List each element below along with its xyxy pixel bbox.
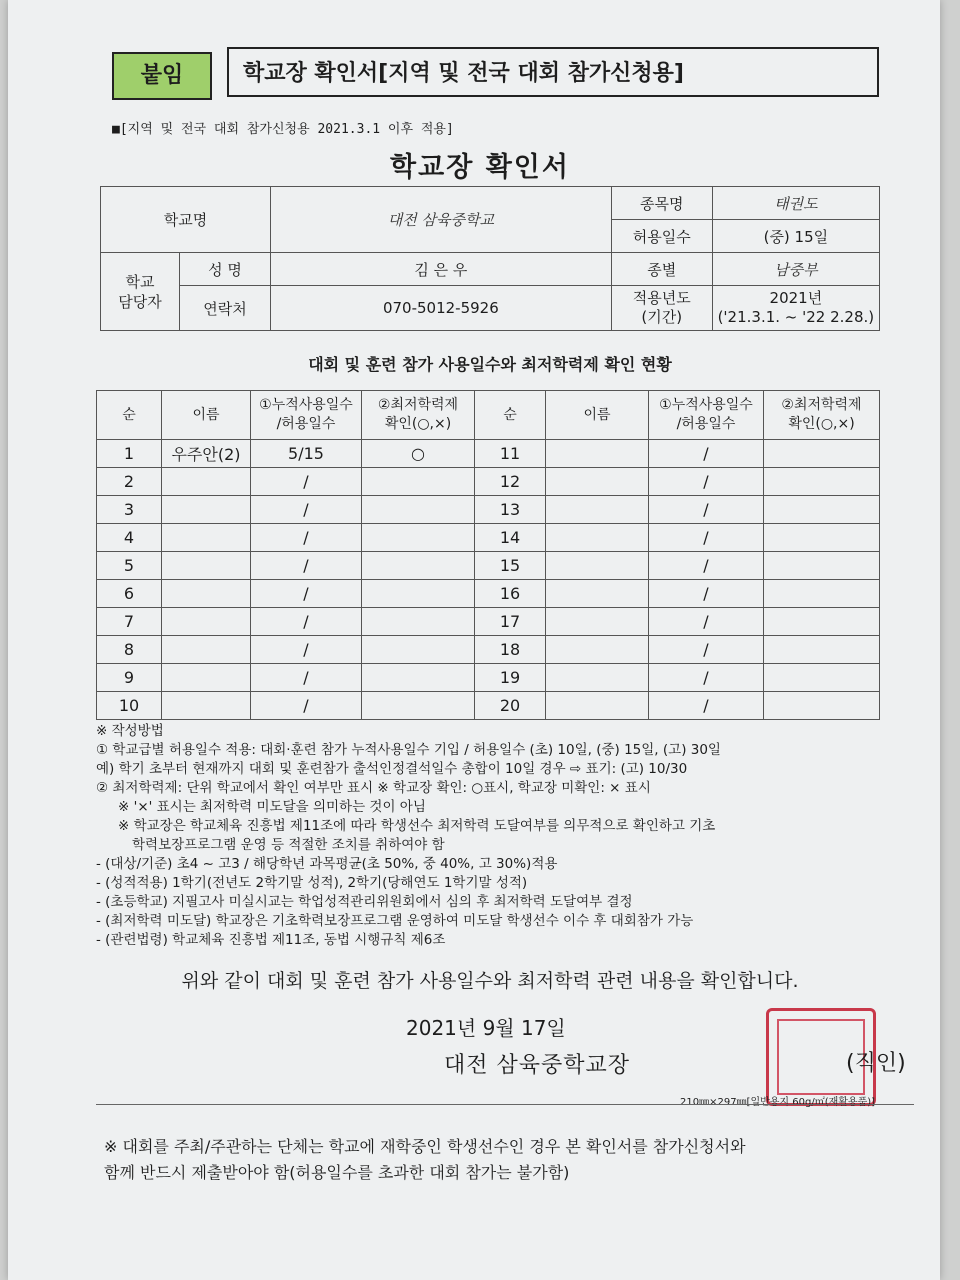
- period-year: 2021년: [769, 289, 823, 307]
- cell-days: /: [251, 636, 362, 664]
- cell-name: [162, 636, 251, 664]
- cell-no: 20: [475, 692, 546, 720]
- period-range: ('21.3.1. ~ '22 2.28.): [717, 308, 875, 326]
- cell-name: [546, 496, 649, 524]
- cell-check: [362, 524, 475, 552]
- guide-line: ※ 작성방법: [96, 723, 164, 739]
- cell-days: /: [649, 692, 764, 720]
- applicability-note: ■[지역 및 전국 대회 참가신청용 2021.3.1 이후 적용]: [112, 122, 454, 137]
- table-row: [97, 664, 880, 692]
- manager-label: 학교 담당자: [101, 253, 180, 331]
- cell-check: [764, 692, 880, 720]
- table-row: [97, 608, 880, 636]
- cell-days: /: [251, 496, 362, 524]
- cell-no: 6: [97, 580, 162, 608]
- cell-days: /: [251, 664, 362, 692]
- guide-line: - (초등학교) 지필고사 미실시교는 학업성적관리위원회에서 심의 후 최저학력 도달여부 결정: [96, 894, 633, 910]
- cell-no: 15: [475, 552, 546, 580]
- cell-no: 7: [97, 608, 162, 636]
- cell-no: 18: [475, 636, 546, 664]
- cell-check: [362, 496, 475, 524]
- guide-line: 예) 학기 초부터 현재까지 대회 및 훈련참가 출석인정결석일수 총합이 10일 경우 ⇨ 표기: (고) 10/30: [96, 761, 688, 777]
- header-title: 학교장 확인서[지역 및 전국 대회 참가신청용]: [227, 47, 879, 97]
- confirmation-statement: 위와 같이 대회 및 훈련 참가 사용일수와 최저학력 관련 내용을 확인합니다.: [181, 970, 799, 992]
- school-label: 학교명: [101, 187, 271, 253]
- header-days-right: ①누적사용일수 /허용일수: [649, 391, 764, 440]
- header-days: ①누적사용일수 /허용일수: [251, 391, 362, 440]
- guide-line: ※ 학교장은 학교체육 진흥법 제11조에 따라 학생선수 최저학력 도달여부를 의무적으로 확인하고 기초: [118, 818, 716, 834]
- cell-check: [764, 608, 880, 636]
- guide-line: - (관련법령) 학교체육 진흥법 제11조, 동법 시행규칙 제6조: [96, 932, 446, 948]
- cell-no: 16: [475, 580, 546, 608]
- cell-no: 4: [97, 524, 162, 552]
- period-label: 적용년도 (기간): [611, 286, 712, 331]
- division-value: 남중부: [712, 253, 879, 286]
- cell-name: [162, 496, 251, 524]
- cell-name: [546, 468, 649, 496]
- cell-name: [162, 468, 251, 496]
- cell-name: [162, 692, 251, 720]
- cell-name: [546, 664, 649, 692]
- cell-check: [764, 496, 880, 524]
- school-head-name: 대전 삼육중학교장: [444, 1053, 631, 1078]
- guide-line: ※ '×' 표시는 최저학력 미도달을 의미하는 것이 아님: [118, 799, 426, 815]
- table-row: [97, 580, 880, 608]
- cell-days: /: [649, 580, 764, 608]
- cell-name: [546, 692, 649, 720]
- divider-line: [96, 1104, 914, 1105]
- table-row: [97, 496, 880, 524]
- signature-date: 2021년 9월 17일: [406, 1016, 566, 1040]
- cell-days: /: [649, 552, 764, 580]
- cell-no: 1: [97, 440, 162, 468]
- cell-days: /: [649, 468, 764, 496]
- table-row: [97, 692, 880, 720]
- cell-name: [546, 580, 649, 608]
- cell-name: [162, 664, 251, 692]
- cell-no: 2: [97, 468, 162, 496]
- cell-name: [162, 552, 251, 580]
- attachment-badge: 붙임: [112, 52, 212, 100]
- event-label: 종목명: [611, 187, 712, 220]
- usage-grid: [96, 390, 880, 720]
- cell-no: 19: [475, 664, 546, 692]
- header-name-right: 이름: [546, 391, 649, 440]
- event-value: 태권도: [712, 187, 879, 220]
- cell-days: /: [649, 496, 764, 524]
- cell-days: /: [649, 524, 764, 552]
- cell-name: [546, 524, 649, 552]
- cell-name: [546, 636, 649, 664]
- table-row: [97, 468, 880, 496]
- cell-no: 12: [475, 468, 546, 496]
- allowed-value: (중) 15일: [712, 220, 879, 253]
- cell-check: [764, 552, 880, 580]
- cell-no: 3: [97, 496, 162, 524]
- guide-line: - (대상/기준) 초4 ~ 고3 / 해당학년 과목평균(초 50%, 중 40%, 고 30%)적용: [96, 856, 558, 872]
- cell-no: 11: [475, 440, 546, 468]
- cell-days: /: [649, 636, 764, 664]
- cell-no: 10: [97, 692, 162, 720]
- contact-label: 연락처: [180, 286, 271, 331]
- section-title: 대회 및 훈련 참가 사용일수와 최저학력제 확인 현황: [308, 355, 672, 374]
- guide-line: 학력보장프로그램 운영 등 적절한 조치를 취하여야 함: [132, 837, 445, 853]
- name-value: 김 은 우: [271, 253, 612, 286]
- cell-days: /: [251, 692, 362, 720]
- cell-no: 17: [475, 608, 546, 636]
- cell-days: /: [251, 552, 362, 580]
- cell-name: [162, 608, 251, 636]
- cell-no: 5: [97, 552, 162, 580]
- cell-name: [162, 580, 251, 608]
- name-label: 성 명: [180, 253, 271, 286]
- cell-name: [546, 608, 649, 636]
- cell-check: [362, 552, 475, 580]
- cell-no: 9: [97, 664, 162, 692]
- cell-days: /: [649, 440, 764, 468]
- cell-check: [764, 664, 880, 692]
- table-row: [97, 636, 880, 664]
- header-name: 이름: [162, 391, 251, 440]
- table-row: [97, 440, 880, 468]
- paper-size-note: 210㎜×297㎜[일반용지 60g/㎡(재활용품)]: [680, 1097, 876, 1108]
- cell-check: [362, 664, 475, 692]
- writing-guide: [96, 722, 906, 950]
- period-value: [712, 286, 879, 331]
- guide-line: - (성적적용) 1학기(전년도 2학기말 성적), 2학기(당해연도 1학기말 성적): [96, 875, 528, 891]
- cell-no: 8: [97, 636, 162, 664]
- header-no-right: 순: [475, 391, 546, 440]
- header-check: ②최저학력제 확인(○,×): [362, 391, 475, 440]
- cell-check: [764, 440, 880, 468]
- cell-check: [764, 580, 880, 608]
- cell-days: /: [251, 468, 362, 496]
- cell-check: ○: [362, 440, 475, 468]
- info-table: [100, 186, 880, 331]
- contact-value: 070-5012-5926: [271, 286, 612, 331]
- document-title: 학교장 확인서: [390, 152, 570, 183]
- division-label: 종별: [611, 253, 712, 286]
- document-page: [8, 0, 940, 1280]
- header-check-right: ②최저학력제 확인(○,×): [764, 391, 880, 440]
- table-row: [97, 552, 880, 580]
- seal-label: (직인): [846, 1051, 906, 1076]
- cell-check: [764, 524, 880, 552]
- cell-name: 우주안(2): [162, 440, 251, 468]
- cell-days: 5/15: [251, 440, 362, 468]
- allowed-label: 허용일수: [611, 220, 712, 253]
- guide-line: ② 최저학력제: 단위 학교에서 확인 여부만 표시 ※ 학교장 확인: ○표시, 학교장 미확인: × 표시: [96, 780, 651, 796]
- cell-check: [764, 636, 880, 664]
- table-row: [97, 524, 880, 552]
- submission-notice: ※ 대회를 주최/주관하는 단체는 학교에 재학중인 학생선수인 경우 본 확인서를 참가신청서와 함께 반드시 제출받아야 함(허용일수를 초과한 대회 참가는 불가함): [104, 1137, 746, 1182]
- cell-days: /: [251, 580, 362, 608]
- cell-no: 13: [475, 496, 546, 524]
- cell-check: [362, 580, 475, 608]
- cell-check: [764, 468, 880, 496]
- school-value: 대전 삼육중학교: [271, 187, 612, 253]
- cell-check: [362, 468, 475, 496]
- cell-no: 14: [475, 524, 546, 552]
- cell-days: /: [649, 664, 764, 692]
- guide-line: - (최저학력 미도달) 학교장은 기초학력보장프로그램 운영하여 미도달 학생선수 이수 후 대회참가 가능: [96, 913, 694, 929]
- cell-check: [362, 636, 475, 664]
- cell-name: [546, 552, 649, 580]
- cell-days: /: [251, 608, 362, 636]
- cell-check: [362, 692, 475, 720]
- cell-days: /: [251, 524, 362, 552]
- cell-name: [162, 524, 251, 552]
- cell-check: [362, 608, 475, 636]
- guide-line: ① 학교급별 허용일수 적용: 대회·훈련 참가 누적사용일수 기입 / 허용일수 (초) 10일, (중) 15일, (고) 30일: [96, 742, 721, 758]
- header-no: 순: [97, 391, 162, 440]
- cell-days: /: [649, 608, 764, 636]
- cell-name: [546, 440, 649, 468]
